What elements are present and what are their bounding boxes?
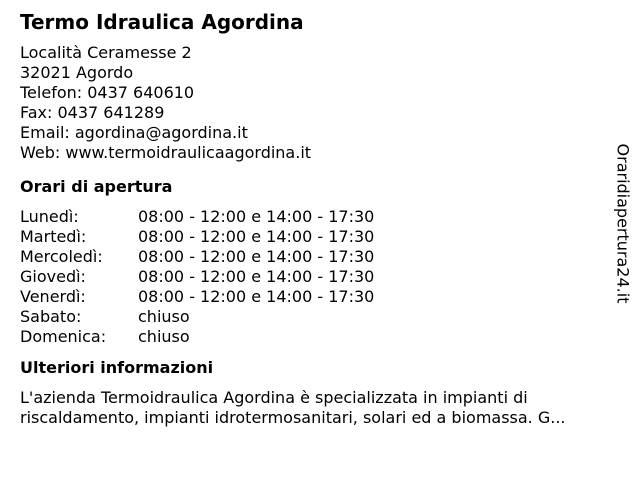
day-label: Venerdì:	[20, 287, 86, 306]
opening-hours-table	[20, 207, 610, 347]
contact-info	[20, 43, 610, 163]
business-name: Termo Idraulica Agordina	[20, 10, 304, 34]
business-description: L'azienda Termoidraulica Agordina è specializzata in impianti di riscaldamento, impianti idrotermosanitari, solari ed a biomassa. G...	[20, 388, 566, 427]
day-label: Lunedì:	[20, 207, 79, 226]
email-address: Email: agordina@agordina.it	[20, 123, 248, 142]
day-hours: chiuso	[138, 307, 190, 326]
day-hours: chiuso	[138, 327, 190, 346]
hours-row-saturday	[20, 307, 610, 327]
hours-row-tuesday	[20, 227, 610, 247]
brand-watermark-text: Oraridiapertura24.it	[613, 143, 633, 303]
business-card	[20, 10, 610, 428]
day-hours: 08:00 - 12:00 e 14:00 - 17:30	[138, 207, 375, 226]
hours-row-thursday	[20, 267, 610, 287]
brand-watermark	[613, 135, 633, 311]
phone-number: Telefon: 0437 640610	[20, 83, 195, 102]
more-info-title: Ulteriori informazioni	[20, 358, 214, 377]
day-hours: 08:00 - 12:00 e 14:00 - 17:30	[138, 247, 375, 266]
hours-row-friday	[20, 287, 610, 307]
hours-row-monday	[20, 207, 610, 227]
website: Web: www.termoidraulicaagordina.it	[20, 143, 312, 162]
hours-row-wednesday	[20, 247, 610, 267]
day-label: Giovedì:	[20, 267, 86, 286]
fax-number: Fax: 0437 641289	[20, 103, 165, 122]
day-label: Sabato:	[20, 307, 82, 326]
day-hours: 08:00 - 12:00 e 14:00 - 17:30	[138, 267, 375, 286]
address-city: 32021 Agordo	[20, 63, 134, 82]
address-street: Località Ceramesse 2	[20, 43, 192, 62]
day-hours: 08:00 - 12:00 e 14:00 - 17:30	[138, 227, 375, 246]
hours-row-sunday	[20, 327, 610, 347]
opening-hours-title: Orari di apertura	[20, 177, 173, 196]
day-label: Martedì:	[20, 227, 87, 246]
day-hours: 08:00 - 12:00 e 14:00 - 17:30	[138, 287, 375, 306]
day-label: Domenica:	[20, 327, 107, 346]
day-label: Mercoledì:	[20, 247, 103, 266]
